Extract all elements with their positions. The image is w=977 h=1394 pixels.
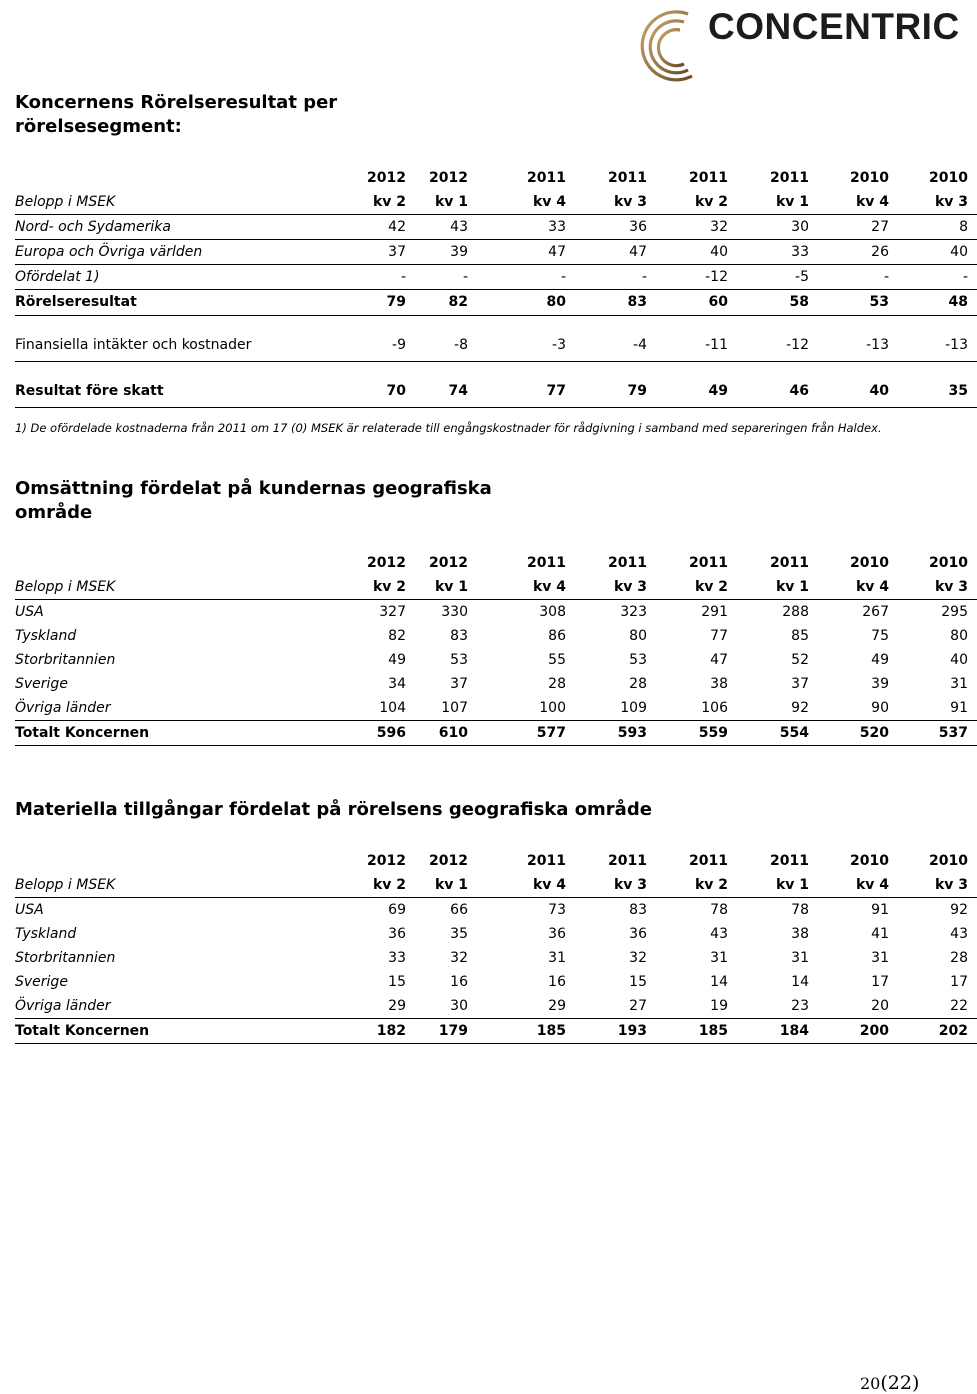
row-value: 85: [791, 628, 809, 644]
row-value: 31: [710, 950, 728, 966]
column-gap: [477, 898, 495, 923]
row-value: 327: [379, 604, 406, 620]
row-label: Europa och Övriga världen: [15, 240, 353, 265]
row-value: 17: [871, 974, 889, 990]
row-value: 610: [415, 721, 477, 746]
table-row: [15, 672, 977, 696]
total-row: [15, 721, 977, 746]
row-value: 39: [871, 676, 889, 692]
row-value: 43: [950, 926, 968, 942]
column-gap: [477, 849, 495, 873]
header-quarter: kv 3: [898, 190, 977, 215]
header-quarter: kv 1: [737, 190, 818, 215]
header-year: 2011: [608, 853, 647, 869]
operating-result-table: [15, 166, 977, 408]
header-year: 2010: [929, 853, 968, 869]
column-gap: [477, 362, 495, 408]
row-label: Storbritannien: [15, 652, 116, 668]
section-title-operating-result: Koncernens Rörelseresultat per rörelsesegment:: [15, 92, 338, 137]
row-value: 16: [450, 974, 468, 990]
row-value: 43: [415, 215, 477, 240]
table-row: [15, 362, 977, 408]
header-year: 2010: [850, 555, 889, 571]
header-quarter: kv 4: [818, 873, 898, 898]
row-value: 92: [737, 696, 818, 721]
company-logo: [636, 4, 960, 88]
row-value: 77: [495, 362, 575, 408]
row-value: 52: [791, 652, 809, 668]
row-value: 36: [629, 926, 647, 942]
header-year: 2011: [527, 170, 566, 186]
row-label: Sverige: [15, 974, 68, 990]
column-gap: [477, 316, 495, 362]
header-quarter: kv 3: [575, 873, 656, 898]
row-value: 31: [950, 676, 968, 692]
page-total: (22): [880, 1372, 920, 1394]
table-row: [15, 316, 977, 362]
row-value: 90: [818, 696, 898, 721]
header-quarter: kv 4: [818, 575, 898, 600]
row-value: 31: [871, 950, 889, 966]
header-quarter: kv 2: [353, 575, 415, 600]
row-label: Rörelseresultat: [15, 290, 353, 316]
header-year: 2012: [429, 170, 468, 186]
row-value: 184: [737, 1019, 818, 1044]
header-quarter: kv 3: [575, 190, 656, 215]
header-quarter: kv 1: [737, 873, 818, 898]
table-row: [15, 994, 977, 1019]
header-quarter: kv 1: [415, 873, 477, 898]
row-value: 78: [710, 902, 728, 918]
header-quarter: kv 3: [898, 575, 977, 600]
header-quarter: kv 2: [353, 873, 415, 898]
row-value: 58: [737, 290, 818, 316]
column-gap: [477, 215, 495, 240]
row-value: 33: [388, 950, 406, 966]
header-year: 2011: [689, 170, 728, 186]
row-value: -11: [656, 316, 737, 362]
row-label: Nord- och Sydamerika: [15, 215, 353, 240]
row-value: 46: [737, 362, 818, 408]
row-value: 36: [548, 926, 566, 942]
column-gap: [477, 600, 495, 625]
header-year: 2011: [608, 170, 647, 186]
row-value: 104: [353, 696, 415, 721]
row-value: 8: [898, 215, 977, 240]
section-title-revenue: Omsättning fördelat på kundernas geografiska område: [15, 478, 492, 523]
row-value: 36: [575, 215, 656, 240]
column-gap: [477, 994, 495, 1019]
table-row: [15, 600, 977, 625]
row-value: 35: [450, 926, 468, 942]
row-value: 28: [950, 950, 968, 966]
row-value: 559: [656, 721, 737, 746]
row-value: 39: [415, 240, 477, 265]
row-value: 60: [656, 290, 737, 316]
section-title-tangible-assets: Materiella tillgångar fördelat på rörelsens geografiska område: [15, 799, 652, 820]
row-value: 577: [495, 721, 575, 746]
header-year: 2012: [367, 555, 406, 571]
row-value: 26: [818, 240, 898, 265]
row-value: -8: [415, 316, 477, 362]
row-value: 31: [791, 950, 809, 966]
row-value: 80: [495, 290, 575, 316]
column-gap: [477, 265, 495, 290]
row-value: 308: [539, 604, 566, 620]
row-label: Storbritannien: [15, 950, 116, 966]
row-value: 80: [950, 628, 968, 644]
row-value: 77: [710, 628, 728, 644]
row-value: 109: [575, 696, 656, 721]
row-value: 34: [388, 676, 406, 692]
row-value: 554: [737, 721, 818, 746]
row-value: 15: [388, 974, 406, 990]
column-gap: [477, 672, 495, 696]
header-quarter: kv 2: [656, 575, 737, 600]
row-value: 47: [575, 240, 656, 265]
row-value: 86: [548, 628, 566, 644]
row-label: Ofördelat 1): [15, 265, 353, 290]
row-label: Resultat före skatt: [15, 362, 353, 408]
page-number: [860, 1372, 919, 1394]
row-value: -: [353, 265, 415, 290]
column-gap: [477, 1019, 495, 1044]
row-value: 38: [710, 676, 728, 692]
row-value: 91: [871, 902, 889, 918]
row-value: 83: [450, 628, 468, 644]
unit-label: Belopp i MSEK: [15, 190, 353, 215]
row-value: 202: [898, 1019, 977, 1044]
header-year: 2011: [608, 555, 647, 571]
row-value: 32: [450, 950, 468, 966]
row-label: Totalt Koncernen: [15, 1019, 353, 1044]
row-value: 79: [575, 362, 656, 408]
table-row: [15, 970, 977, 994]
row-value: 593: [575, 721, 656, 746]
row-value: 43: [710, 926, 728, 942]
header-quarters-row: [15, 575, 977, 600]
header-quarter: kv 1: [415, 575, 477, 600]
column-gap: [477, 970, 495, 994]
row-value: 185: [656, 1019, 737, 1044]
row-value: 28: [629, 676, 647, 692]
row-value: -3: [495, 316, 575, 362]
row-value: 179: [415, 1019, 477, 1044]
row-label: Övriga länder: [15, 696, 353, 721]
header-years-row: [15, 551, 977, 575]
row-value: 42: [353, 215, 415, 240]
unit-label: Belopp i MSEK: [15, 575, 353, 600]
row-value: -4: [575, 316, 656, 362]
total-row: [15, 1019, 977, 1044]
column-gap: [477, 721, 495, 746]
row-label: Tyskland: [15, 926, 77, 942]
header-quarter: kv 4: [495, 190, 575, 215]
table-row: [15, 290, 977, 316]
row-value: 66: [450, 902, 468, 918]
header-quarter: kv 1: [415, 190, 477, 215]
row-value: 323: [620, 604, 647, 620]
row-value: 291: [701, 604, 728, 620]
row-label: USA: [15, 902, 44, 918]
row-value: 37: [791, 676, 809, 692]
row-value: 35: [898, 362, 977, 408]
row-value: 596: [353, 721, 415, 746]
row-value: -: [575, 265, 656, 290]
row-label: Tyskland: [15, 628, 77, 644]
header-quarter: kv 4: [818, 190, 898, 215]
table-row: [15, 265, 977, 290]
column-gap: [477, 922, 495, 946]
row-value: 20: [818, 994, 898, 1019]
header-year: 2011: [689, 555, 728, 571]
header-year: 2011: [527, 555, 566, 571]
row-value: 53: [629, 652, 647, 668]
row-value: 83: [575, 290, 656, 316]
row-value: 78: [791, 902, 809, 918]
row-value: 15: [629, 974, 647, 990]
column-gap: [477, 240, 495, 265]
row-value: 91: [898, 696, 977, 721]
row-value: 49: [656, 362, 737, 408]
header-years-row: [15, 166, 977, 190]
header-quarter: kv 4: [495, 575, 575, 600]
header-year: 2011: [770, 853, 809, 869]
row-value: -12: [737, 316, 818, 362]
row-value: 288: [782, 604, 809, 620]
row-value: 537: [898, 721, 977, 746]
logo-mark-icon: [636, 4, 708, 88]
header-quarters-row: [15, 190, 977, 215]
header-year: 2012: [367, 170, 406, 186]
column-gap: [477, 946, 495, 970]
row-value: 37: [353, 240, 415, 265]
row-value: 29: [495, 994, 575, 1019]
row-value: 193: [575, 1019, 656, 1044]
row-value: -: [495, 265, 575, 290]
header-quarter: kv 3: [898, 873, 977, 898]
table-row: [15, 215, 977, 240]
column-gap: [477, 873, 495, 898]
tangible-assets-table: [15, 849, 977, 1044]
row-value: -: [818, 265, 898, 290]
row-label: Finansiella intäkter och kostnader: [15, 316, 353, 362]
table-row: [15, 946, 977, 970]
row-value: -: [898, 265, 977, 290]
row-value: 185: [495, 1019, 575, 1044]
row-value: 33: [737, 240, 818, 265]
row-value: 75: [871, 628, 889, 644]
row-label: Totalt Koncernen: [15, 721, 353, 746]
row-value: 32: [629, 950, 647, 966]
column-gap: [477, 624, 495, 648]
column-gap: [477, 696, 495, 721]
header-quarter: kv 4: [495, 873, 575, 898]
table-row: [15, 240, 977, 265]
row-value: 29: [353, 994, 415, 1019]
row-value: 27: [818, 215, 898, 240]
header-quarter: kv 2: [656, 190, 737, 215]
row-value: 22: [898, 994, 977, 1019]
row-value: -: [415, 265, 477, 290]
header-year: 2012: [429, 853, 468, 869]
row-value: 82: [388, 628, 406, 644]
header-blank: [15, 551, 353, 575]
row-value: 30: [737, 215, 818, 240]
header-year: 2011: [770, 555, 809, 571]
header-year: 2012: [367, 853, 406, 869]
row-value: 27: [575, 994, 656, 1019]
row-value: 49: [388, 652, 406, 668]
row-value: 41: [871, 926, 889, 942]
row-value: 14: [710, 974, 728, 990]
row-label: USA: [15, 604, 44, 620]
revenue-table: [15, 551, 977, 746]
row-value: 53: [450, 652, 468, 668]
row-value: -13: [818, 316, 898, 362]
row-value: 36: [388, 926, 406, 942]
row-value: 47: [495, 240, 575, 265]
row-value: 70: [353, 362, 415, 408]
header-quarter: kv 2: [353, 190, 415, 215]
unit-label: Belopp i MSEK: [15, 873, 353, 898]
row-value: 107: [415, 696, 477, 721]
row-value: 55: [548, 652, 566, 668]
header-year: 2011: [689, 853, 728, 869]
table-row: [15, 922, 977, 946]
row-value: 83: [629, 902, 647, 918]
header-quarters-row: [15, 873, 977, 898]
row-value: 330: [441, 604, 468, 620]
header-year: 2012: [429, 555, 468, 571]
row-value: 69: [388, 902, 406, 918]
header-quarter: kv 3: [575, 575, 656, 600]
table-row: [15, 648, 977, 672]
row-value: 40: [950, 652, 968, 668]
row-value: 79: [353, 290, 415, 316]
row-value: 40: [898, 240, 977, 265]
table-row: [15, 624, 977, 648]
column-gap: [477, 166, 495, 190]
row-value: -9: [353, 316, 415, 362]
row-value: 17: [950, 974, 968, 990]
column-gap: [477, 190, 495, 215]
table-row: [15, 696, 977, 721]
row-value: 73: [548, 902, 566, 918]
row-value: 16: [548, 974, 566, 990]
row-value: 182: [353, 1019, 415, 1044]
header-year: 2011: [527, 853, 566, 869]
row-value: 49: [871, 652, 889, 668]
row-value: 100: [495, 696, 575, 721]
row-value: -5: [737, 265, 818, 290]
header-blank: [15, 849, 353, 873]
header-quarter: kv 1: [737, 575, 818, 600]
row-value: 33: [495, 215, 575, 240]
column-gap: [477, 648, 495, 672]
column-gap: [477, 551, 495, 575]
column-gap: [477, 575, 495, 600]
row-value: 106: [656, 696, 737, 721]
row-value: 92: [950, 902, 968, 918]
row-value: 31: [548, 950, 566, 966]
row-value: 40: [818, 362, 898, 408]
header-year: 2010: [929, 170, 968, 186]
header-quarter: kv 2: [656, 873, 737, 898]
header-year: 2010: [929, 555, 968, 571]
row-value: 30: [415, 994, 477, 1019]
row-value: 37: [450, 676, 468, 692]
row-value: 47: [710, 652, 728, 668]
row-value: 80: [629, 628, 647, 644]
row-value: 14: [791, 974, 809, 990]
row-value: 32: [656, 215, 737, 240]
row-value: 520: [818, 721, 898, 746]
row-label: Övriga länder: [15, 994, 353, 1019]
header-year: 2010: [850, 170, 889, 186]
page-current: 20: [860, 1374, 881, 1393]
row-value: 19: [656, 994, 737, 1019]
header-blank: [15, 166, 353, 190]
row-value: -12: [656, 265, 737, 290]
row-value: 74: [415, 362, 477, 408]
row-value: 40: [656, 240, 737, 265]
column-gap: [477, 290, 495, 316]
row-value: 53: [818, 290, 898, 316]
row-value: 23: [737, 994, 818, 1019]
footnote: 1) De ofördelade kostnaderna från 2011 om 17 (0) MSEK är relaterade till engångskostnader för rådgivning i samband med separeringen från Haldex.: [15, 421, 882, 435]
row-value: 267: [862, 604, 889, 620]
row-value: 38: [791, 926, 809, 942]
row-label: Sverige: [15, 676, 68, 692]
row-value: -13: [898, 316, 977, 362]
header-years-row: [15, 849, 977, 873]
row-value: 48: [898, 290, 977, 316]
row-value: 200: [818, 1019, 898, 1044]
logo-wordmark: CONCENTRIC: [708, 6, 960, 47]
row-value: 82: [415, 290, 477, 316]
header-year: 2011: [770, 170, 809, 186]
row-value: 295: [941, 604, 968, 620]
header-year: 2010: [850, 853, 889, 869]
row-value: 28: [548, 676, 566, 692]
table-row: [15, 898, 977, 923]
